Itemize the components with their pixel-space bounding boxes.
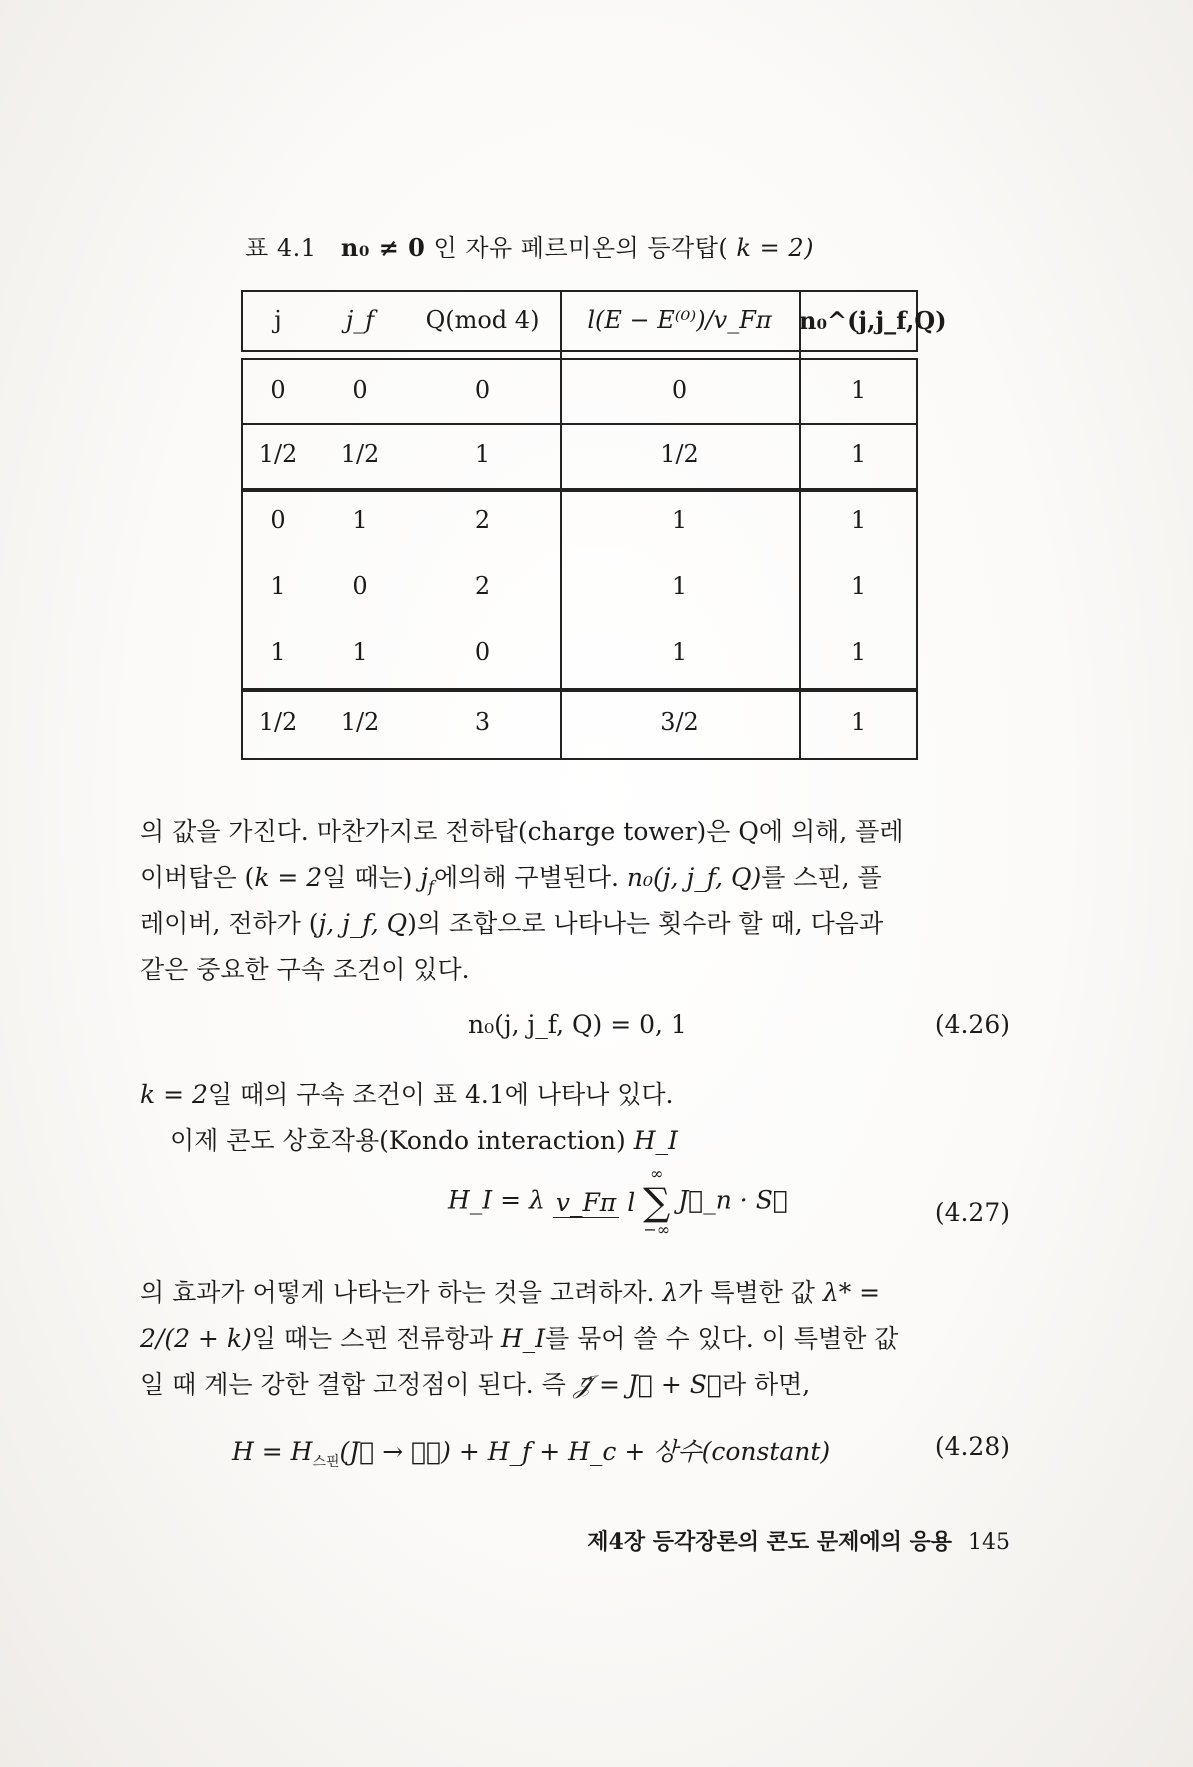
page-footer bbox=[587, 1525, 1010, 1556]
text: )의 조합으로 나타나는 횟수라 할 때, 다음과 bbox=[407, 909, 884, 938]
cell: 0 bbox=[270, 506, 286, 534]
cell: 1 bbox=[850, 376, 867, 404]
cell: 1 bbox=[671, 506, 688, 534]
math: k = 2 bbox=[254, 863, 323, 892]
sum-upper: ∞ bbox=[650, 1164, 664, 1183]
sum-lower: −∞ bbox=[643, 1220, 671, 1239]
cell: 1/2 bbox=[258, 440, 298, 468]
cell: 1 bbox=[671, 638, 688, 666]
math: J⃗_n · S⃗ bbox=[678, 1185, 788, 1215]
text-line bbox=[140, 950, 1010, 986]
math-sub: f bbox=[428, 877, 435, 896]
cell: 3 bbox=[474, 708, 491, 736]
cell: 1 bbox=[270, 638, 286, 666]
cell: 1 bbox=[850, 572, 867, 600]
cell: 0 bbox=[352, 572, 368, 600]
cell: 1 bbox=[270, 572, 286, 600]
text: 일 때는) bbox=[322, 863, 421, 892]
summation bbox=[643, 1165, 670, 1239]
equation-4-28 bbox=[232, 1432, 830, 1471]
cell: 0 bbox=[474, 376, 491, 404]
fraction-denominator: l bbox=[627, 1187, 636, 1217]
math: H_I bbox=[500, 1324, 546, 1353]
text: 레이버, 전하가 ( bbox=[140, 909, 319, 938]
text: 를 묶어 쓸 수 있다. 이 특별한 값 bbox=[545, 1324, 899, 1353]
math: (J⃗ → 𝒥⃗) + H_f + H_c + 상수(constant) bbox=[339, 1437, 831, 1466]
cell: 1 bbox=[850, 708, 867, 736]
cell: 1/2 bbox=[258, 708, 298, 736]
cell: 1 bbox=[850, 638, 867, 666]
cell: 1 bbox=[352, 638, 368, 666]
cell: 0 bbox=[352, 376, 368, 404]
text-line bbox=[140, 904, 1010, 940]
equation-4-26 bbox=[468, 1010, 687, 1039]
text: 라 하면, bbox=[721, 1370, 811, 1399]
page-number: 145 bbox=[968, 1530, 1010, 1555]
text: 의 효과가 어떻게 나타는가 하는 것을 고려하자. bbox=[140, 1278, 663, 1307]
cell: 1 bbox=[850, 506, 867, 534]
math-sub: 스핀 bbox=[312, 1454, 340, 1470]
cell: 1/2 bbox=[340, 708, 380, 736]
cell: 3/2 bbox=[660, 708, 699, 736]
cell: 1/2 bbox=[660, 440, 699, 468]
text: 에의해 구별된다. bbox=[434, 863, 627, 892]
text: 이제 콘도 상호작용(Kondo interaction) bbox=[170, 1126, 634, 1155]
text: 를 스핀, 플 bbox=[761, 863, 882, 892]
text: 이버탑은 ( bbox=[140, 863, 255, 892]
text-line bbox=[140, 1319, 1010, 1355]
header-n0: n₀^(j,j_f,Q) bbox=[799, 306, 947, 335]
caption-label: 표 4.1 bbox=[245, 234, 317, 262]
equation: n₀(j, j_f, Q) = 0, 1 bbox=[468, 1010, 687, 1039]
math: 𝒥⃗ = J⃗ + S⃗ bbox=[573, 1370, 722, 1399]
header-energy: l(E − E⁽⁰⁾)/v_Fπ bbox=[587, 306, 772, 334]
equation-number: (4.26) bbox=[934, 1010, 1010, 1039]
cell: 2 bbox=[474, 506, 491, 534]
sum-sign: ∑ bbox=[643, 1180, 671, 1224]
text: 같은 중요한 구속 조건이 있다. bbox=[140, 955, 470, 984]
cell: 0 bbox=[671, 376, 688, 404]
text-line bbox=[140, 858, 1010, 896]
math: λ bbox=[662, 1278, 679, 1307]
cell: 1 bbox=[474, 440, 491, 468]
header-q: Q(mod 4) bbox=[425, 306, 540, 334]
cell: 1 bbox=[352, 506, 368, 534]
math: λ* = bbox=[822, 1278, 881, 1307]
fraction bbox=[553, 1188, 635, 1217]
caption-k: k = 2) bbox=[736, 234, 814, 262]
text: 가 특별한 값 bbox=[678, 1278, 823, 1307]
caption-math: n₀ ≠ 0 bbox=[340, 233, 426, 262]
text: 일 때는 스핀 전류항과 bbox=[251, 1324, 501, 1353]
chapter-title: 제4장 등각장론의 콘도 문제에의 응용 bbox=[587, 1529, 952, 1555]
math: j, j_f, Q bbox=[318, 909, 408, 938]
cell: 1 bbox=[671, 572, 688, 600]
text: 일 때 계는 강한 결합 고정점이 된다. 즉 bbox=[140, 1370, 574, 1399]
text: 일 때의 구속 조건이 표 4.1에 나타나 있다. bbox=[207, 1080, 674, 1109]
equation-4-27 bbox=[448, 1165, 788, 1239]
equation-number: (4.28) bbox=[934, 1432, 1010, 1461]
cell: 0 bbox=[270, 376, 286, 404]
math: H = H bbox=[232, 1437, 313, 1466]
table-caption bbox=[245, 228, 814, 263]
cell: 1 bbox=[850, 440, 867, 468]
math: H_I bbox=[633, 1126, 678, 1155]
text: 의 값을 가진다. 마찬가지로 전하탑(charge tower)은 Q에 의해, 플레 bbox=[140, 817, 904, 846]
cell: 2 bbox=[474, 572, 491, 600]
cell: 1/2 bbox=[340, 440, 380, 468]
text-line bbox=[140, 1273, 1010, 1309]
header-jf: j_f bbox=[345, 306, 375, 334]
caption-text: 인 자유 페르미온의 등각탑( bbox=[433, 234, 729, 262]
math: k = 2 bbox=[140, 1080, 208, 1109]
text-line bbox=[170, 1121, 1040, 1157]
math: j bbox=[420, 863, 429, 892]
text-line bbox=[140, 1075, 1010, 1111]
text-line bbox=[140, 812, 1010, 848]
header-j: j bbox=[274, 306, 282, 334]
math: n₀(j, j_f, Q) bbox=[626, 863, 762, 892]
text-line bbox=[140, 1365, 1010, 1401]
math: 2/(2 + k) bbox=[140, 1324, 252, 1353]
equation-number: (4.27) bbox=[934, 1198, 1010, 1227]
math: H_I = λ bbox=[448, 1185, 545, 1215]
fraction-numerator: v_Fπ bbox=[553, 1188, 619, 1218]
cell: 0 bbox=[474, 638, 491, 666]
